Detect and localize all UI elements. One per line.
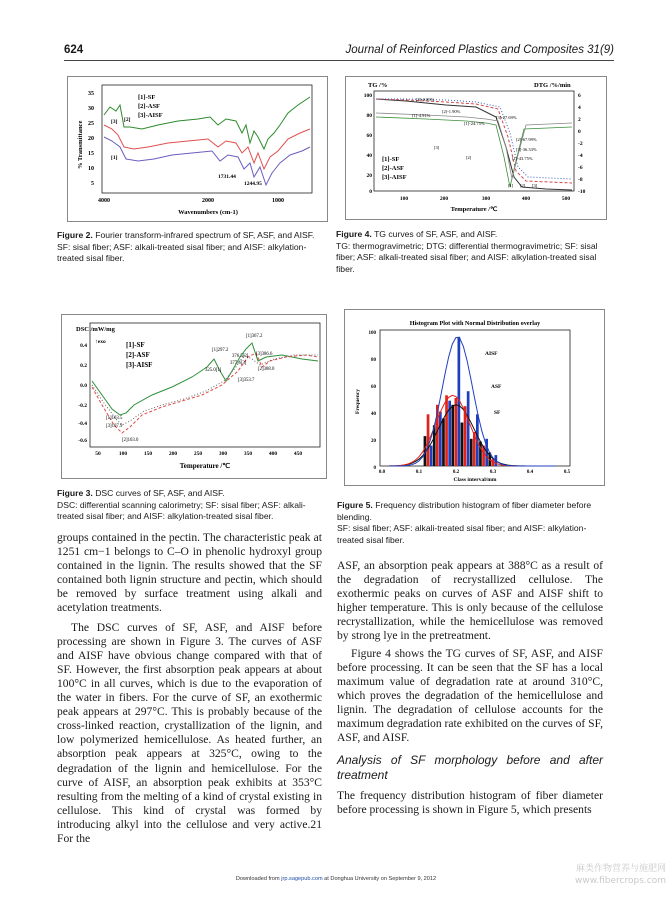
dsc-annotation: [1]297.2 [212, 348, 229, 353]
dsc-ylabel: DSC /mW/mg [76, 326, 115, 333]
caption-title: Frequency distribution histogram of fiber diameter before blending. [337, 500, 592, 522]
tg-ytick-left: 60 [366, 133, 372, 139]
tg-ytick-right: -8 [578, 177, 583, 183]
dsc-annotation: [1]367.2 [246, 334, 263, 339]
ftir-ytick: 35 [88, 91, 94, 97]
ftir-curve-label: [2] [124, 117, 131, 123]
ftir-curve-label: [3] [111, 119, 118, 125]
caption-title: Fourier transform-infrared spectrum of SF, ASF, and AISF. [95, 230, 315, 240]
dsc-ytick: -0.4 [78, 421, 87, 427]
hist-normal-curve-asf [389, 395, 556, 466]
hist-bar-sf [461, 423, 464, 467]
hist-bar-aisf [467, 391, 470, 466]
tg-annotation: [3] [434, 145, 440, 150]
dsc-xtick: 100 [118, 451, 128, 457]
ftir-annotation: 1731.44 [218, 174, 236, 180]
watermark [575, 863, 666, 887]
ftir-ytick: 30 [88, 106, 94, 112]
tg-ytick-right: -6 [578, 165, 583, 171]
dsc-xtick: 250 [193, 451, 203, 457]
page-number: 624 [64, 44, 84, 56]
dsc-annotation: [3]107.9 [106, 424, 123, 429]
caption-label: Figure 5. [337, 500, 373, 510]
tg-plot [346, 77, 606, 219]
dsc-xtick: 450 [293, 451, 303, 457]
dsc-annotation: [2]388.0 [258, 367, 275, 372]
paragraph: Figure 4 shows the TG curves of SF, ASF, and AISF before processing. It can be seen that the SF has a local maximum value of degradation rate at around 310°C, which proves the degradation of the hemicellulose and lignin. The degradation of cellulose accounts for the maximum degradation rate exhibited on the curves of SF, ASF, and AISF. [337, 646, 603, 745]
dsc-xtick: 200 [168, 451, 178, 457]
section-heading: Analysis of SF morphology before and after treatment [337, 753, 603, 783]
dsc-ytick: 0.0 [80, 383, 87, 389]
hist-bar-sf [470, 439, 473, 466]
dsc-annotation: [2]103.0 [122, 438, 139, 443]
ftir-curve-label: [1] [111, 155, 118, 161]
tg-xtick: 500 [561, 196, 571, 202]
tg-annotation: [1] [508, 183, 514, 188]
ftir-annotation: 1244.95 [244, 181, 262, 187]
dsc-xtick: 350 [243, 451, 253, 457]
dsc-legend-2: [2]-ASF [126, 351, 150, 359]
ftir-xtick: 4000 [98, 198, 110, 204]
caption-label: Figure 2. [57, 230, 93, 240]
ftir-ytick: 25 [88, 121, 94, 127]
footer-link[interactable]: jrp.sagepub.com [281, 876, 323, 882]
tg-annotation: [2]-1.90% [442, 109, 461, 114]
tg-ylabel-right: DTG /%/min [534, 82, 571, 89]
hist-title: Histogram Plot with Normal Distribution overlay [409, 320, 541, 327]
download-footer [0, 876, 672, 882]
dsc-annotation: [3]386.6 [256, 352, 273, 357]
figure-4-tg [345, 76, 607, 220]
caption-title: TG curves of SF, ASF, and AISF. [374, 229, 498, 239]
hist-curve-label: AISF [485, 351, 498, 357]
tg-xtick: 200 [439, 196, 449, 202]
hist-xtick: 0.2 [452, 470, 460, 475]
hist-ytick: 0 [373, 466, 376, 471]
tg-ytick-left: 40 [366, 153, 372, 159]
tg-annotation: [1]-24.75% [464, 121, 485, 126]
tg-ylabel-left: TG /% [368, 82, 388, 89]
hist-bar-sf [451, 405, 454, 466]
watermark-line: 麻类作物营养与施肥网 [575, 864, 666, 874]
ftir-curve-aisf [104, 97, 310, 149]
tg-annotation: [1]-4.91% [412, 113, 431, 118]
histogram-plot [345, 310, 604, 485]
journal-title: Journal of Reinforced Plastics and Composites 31(9) [345, 44, 614, 56]
hist-bar-aisf [439, 412, 442, 466]
hist-xtick: 0.4 [526, 470, 534, 475]
ftir-legend-1: [1]-SF [138, 94, 156, 101]
tg-xtick: 100 [399, 196, 409, 202]
paragraph: ASF, an absorption peak appears at 388°C as a result of the degradation of recrystallized cellulose. The exothermic peaks on curves of ASF and AISF shift to higher temperature. This is only because of the cellulose recrystallization, while the hemicellulose was removed by strong lye in the pretreatment. [337, 559, 603, 643]
dsc-xtick: 50 [95, 451, 101, 457]
header-rule [64, 60, 614, 61]
tg-ytick-left: 80 [366, 113, 372, 119]
ftir-ylabel: % Transmittance [77, 120, 84, 169]
dsc-annotation: 376.5[2] [232, 354, 249, 359]
hist-normal-curve-aisf [389, 337, 556, 466]
ftir-xtick: 1000 [272, 198, 284, 204]
hist-ytick: 100 [368, 331, 376, 336]
ftir-ytick: 5 [91, 181, 94, 187]
caption-title: DSC curves of SF, ASF, and AISF. [95, 488, 225, 498]
tg-ytick-right: 0 [578, 129, 581, 135]
left-column [57, 531, 322, 846]
ftir-xlabel: Wavenumbers (cm-1) [178, 209, 238, 216]
figure-4-caption [336, 229, 604, 275]
tg-annotation: [3]-36.33% [516, 147, 537, 152]
dsc-ytick: 0.4 [80, 343, 87, 349]
hist-ytick: 80 [371, 358, 376, 363]
dsc-exo: ↑exo [95, 339, 106, 345]
figure-3-caption [57, 488, 325, 523]
figure-2-caption [57, 230, 319, 265]
ftir-legend-2: [2]-ASF [138, 103, 161, 110]
tg-ytick-left: 20 [366, 173, 372, 179]
ftir-ytick: 10 [88, 166, 94, 172]
dsc-xtick: 150 [143, 451, 153, 457]
tg-annotation: [3]-0.89% [416, 97, 435, 102]
caption-label: Figure 4. [336, 229, 372, 239]
caption-label: Figure 3. [57, 488, 93, 498]
caption-note: DSC: differential scanning calorimetry; SF: sisal fiber; ASF: alkali-treated sisal fiber; and AISF: alkylation-treated sisal fiber. [57, 499, 306, 521]
dsc-xlabel: Temperature /℃ [179, 462, 231, 470]
hist-curve-label: ASF [491, 384, 502, 390]
tg-ytick-right: -2 [578, 141, 583, 147]
dsc-annotation: [3]353.7 [238, 378, 255, 383]
hist-bar-sf [442, 418, 445, 466]
hist-bar-asf [455, 398, 458, 466]
dsc-legend-3: [3]-AISF [126, 361, 153, 369]
tg-annotation: [2] [466, 155, 472, 160]
figure-3-dsc [61, 314, 327, 479]
figure-5-caption [337, 500, 605, 546]
ftir-plot [68, 77, 327, 221]
hist-bar-aisf [430, 446, 433, 466]
tg-annotation: [3]-27.69% [496, 115, 517, 120]
figure-2-ftir [67, 76, 328, 222]
tg-annotation: [2] [520, 183, 526, 188]
dsc-ytick: -0.2 [78, 403, 87, 409]
dsc-plot [62, 315, 326, 478]
tg-xtick: 300 [481, 196, 491, 202]
hist-xtick: 0.0 [378, 470, 386, 475]
tg-ytick-right: 4 [578, 105, 581, 111]
tg-legend-2: [2]-ASF [382, 165, 405, 172]
hist-ytick: 40 [371, 412, 376, 417]
tg-xtick: 400 [521, 196, 531, 202]
tg-annotation: [1]-43.75% [512, 156, 533, 161]
caption-note: SF: sisal fiber; ASF: alkali-treated sisal fiber; and AISF: alkylation-treated sisal fiber. [337, 523, 587, 545]
tg-annotation: [3] [532, 183, 538, 188]
hist-xlabel: Class interval/mm [453, 477, 497, 483]
tg-curve-aisf [376, 99, 572, 179]
dsc-annotation: 325.0[1] [205, 368, 222, 373]
tg-curve-asf [376, 99, 572, 183]
ftir-xtick: 2000 [202, 198, 214, 204]
hist-xtick: 0.3 [489, 470, 497, 475]
ftir-ytick: 20 [88, 136, 94, 142]
caption-note: TG: thermogravimetric; DTG: differential thermogravimetric; SF: sisal fiber; ASF: alkali-treated sisal fiber; and AISF: alkylation-treated sisal fiber. [336, 240, 598, 274]
hist-ytick: 60 [371, 385, 376, 390]
tg-ytick-left: 0 [369, 189, 372, 195]
tg-legend-3: [3]-AISF [382, 174, 407, 181]
tg-ytick-left: 100 [363, 93, 372, 99]
hist-ytick: 20 [371, 439, 376, 444]
footer-prefix: Downloaded from [235, 876, 282, 882]
hist-xtick: 0.1 [415, 470, 423, 475]
hist-normal-curve-sf [389, 405, 556, 466]
hist-xtick: 0.5 [563, 470, 571, 475]
dsc-ytick: 0.2 [80, 363, 87, 369]
tg-ytick-right: 6 [578, 93, 581, 99]
tg-ytick-right: -10 [578, 189, 586, 195]
dsc-annotation: 377.6[3] [230, 361, 247, 366]
tg-ytick-right: -4 [578, 153, 583, 159]
paragraph: The DSC curves of SF, ASF, and AISF before processing are shown in Figure 3. The curves of ASF and AISF have obvious change compared with that of SF. However, the first absorption peak appears at about 100°C in all curves, which is due to the evaporation of the water in fibers. For the curve of SF, an exothermic peak appears at 297°C. This is probably because of the cross-linked reaction, crystallization of the lignin, and low polymerized hemicellulose. As heated further, an absorption peak appears at 325°C, owing to the degradation of the lignin and hemicellulose. For the curve of AISF, an absorption peak exhibits at 353°C resulting from the melting of a kind of crystal existing in cellulose. This kind of crystal was formed by introducing alkyl into the cellulose and very active.21 For the [57, 620, 322, 845]
tg-ytick-right: 2 [578, 117, 581, 123]
paragraph: The frequency distribution histogram of fiber diameter before processing is shown in Figure 5, which presents [337, 789, 603, 817]
caption-note: SF: sisal fiber; ASF: alkali-treated sisal fiber; and AISF: alkylation-treated sisal fiber. [57, 241, 307, 263]
ftir-curve-sf [104, 137, 310, 185]
footer-suffix: at Donghua University on September 9, 2012 [322, 876, 437, 882]
ftir-legend-3: [3]-AISF [138, 112, 163, 119]
dsc-annotation: [1]103.5 [106, 416, 123, 421]
dsc-legend-1: [1]-SF [126, 341, 145, 349]
paragraph: groups contained in the pectin. The characteristic peak at 1251 cm−1 belongs to C–O in phenolic hydroxyl group contained in the lignin. The results showed that the SF contained both lignin structure and pectin, which should be removed by surface treatment using alkali and acetylation treatments. [57, 531, 322, 615]
tg-xlabel: Temperature /℃ [450, 206, 498, 213]
ftir-curve-asf [104, 125, 310, 169]
hist-curve-label: SF [494, 410, 501, 416]
dsc-ytick: -0.6 [78, 438, 87, 444]
tg-annotation: [2]-67.99% [516, 137, 537, 142]
hist-bar-asf [445, 395, 448, 466]
dsc-xtick: 300 [218, 451, 228, 457]
right-column [337, 559, 603, 817]
hist-ylabel: Frequency [355, 389, 361, 414]
ftir-ytick: 15 [88, 151, 94, 157]
watermark-line: www.fibercrops.com [575, 876, 666, 886]
figure-5-histogram [344, 309, 605, 486]
dsc-xtick: 400 [268, 451, 278, 457]
tg-legend-1: [1]-SF [382, 156, 400, 163]
